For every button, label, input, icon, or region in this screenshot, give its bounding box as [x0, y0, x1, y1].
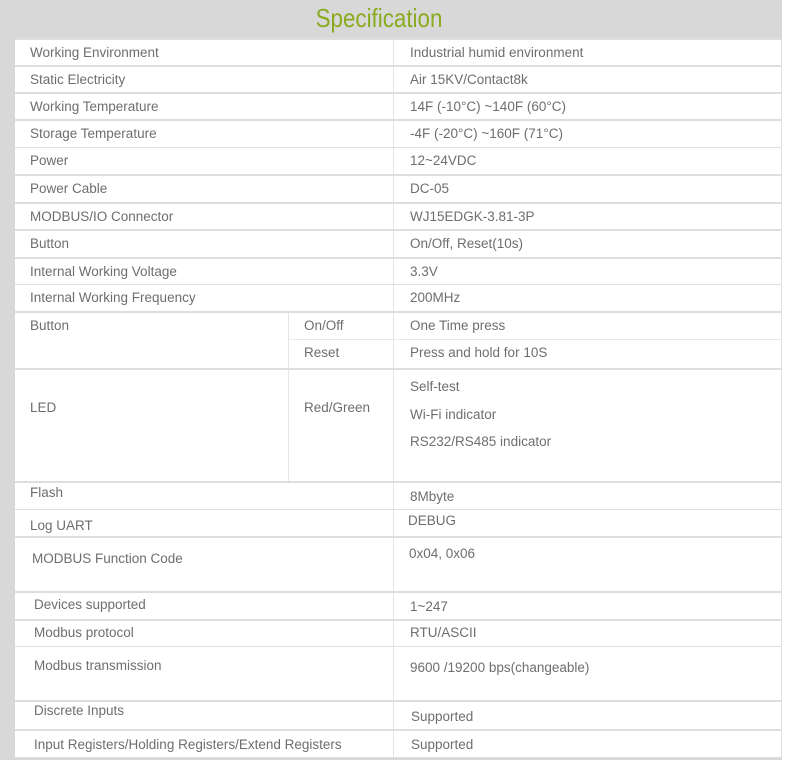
spec-row-working-environment — [15, 38, 782, 65]
spec-row-internal-working-frequency — [15, 284, 782, 311]
spec-value: Supported — [393, 702, 782, 729]
spec-row-button — [15, 229, 782, 257]
spec-label: MODBUS/IO Connector — [30, 209, 174, 224]
spec-value: 200MHz — [393, 285, 782, 311]
table-border — [781, 40, 782, 65]
page-margin — [782, 0, 788, 768]
spec-value: -4F (-20°C) ~160F (71°C) — [393, 121, 782, 147]
spec-value-list — [393, 370, 782, 481]
spec-row-power — [15, 147, 782, 174]
spec-row-modbus-transmission — [15, 646, 782, 700]
spec-label: Working Temperature — [30, 99, 159, 114]
spec-label: Working Environment — [30, 45, 159, 60]
spec-row-static-electricity — [15, 65, 782, 92]
table-border — [781, 483, 782, 509]
spec-group-button — [15, 311, 782, 368]
spec-value: 12~24VDC — [393, 148, 782, 174]
table-border — [781, 176, 782, 202]
spec-label: Modbus protocol — [34, 625, 134, 640]
table-border — [781, 538, 782, 591]
table-border — [781, 231, 782, 257]
spec-sublabel: Reset — [288, 340, 393, 368]
spec-row-flash — [15, 481, 782, 509]
spec-label: Devices supported — [34, 597, 146, 612]
spec-row-storage-temperature — [15, 119, 782, 147]
spec-row-power-cable — [15, 174, 782, 202]
spec-label: Button — [30, 318, 70, 333]
led-indicator-item: Wi-Fi indicator — [410, 406, 497, 422]
spec-row-log-uart — [15, 509, 782, 536]
spec-row-devices-supported — [15, 591, 782, 619]
spec-label: Button — [30, 236, 70, 251]
page-title: Specification — [315, 3, 443, 33]
table-border — [781, 121, 782, 147]
spec-value: On/Off, Reset(10s) — [393, 231, 782, 257]
spec-label: Power Cable — [30, 181, 108, 196]
spec-value: DC-05 — [393, 176, 782, 202]
spec-value: Supported — [393, 731, 782, 757]
spec-row-internal-working-voltage — [15, 257, 782, 284]
spec-row-modbus-protocol — [15, 619, 782, 646]
table-border — [781, 148, 782, 174]
spec-label: Flash — [30, 485, 64, 500]
spec-value: 14F (-10°C) ~140F (60°C) — [393, 94, 782, 119]
spec-sublabel: Red/Green — [288, 370, 393, 481]
spec-value: WJ15EDGK-3.81-3P — [393, 204, 782, 229]
table-border — [781, 285, 782, 311]
table-border — [781, 593, 782, 619]
spec-value: 0x04, 0x06 — [393, 538, 782, 591]
spec-value: 1~247 — [393, 593, 782, 619]
spec-value: Air 15KV/Contact8k — [393, 67, 782, 92]
spec-label: Internal Working Frequency — [30, 290, 196, 305]
spec-row-registers — [15, 729, 782, 758]
table-border — [781, 647, 782, 700]
spec-label: Storage Temperature — [30, 126, 157, 141]
spec-value: 3.3V — [393, 259, 782, 284]
spec-value: One Time press — [393, 313, 782, 340]
table-border — [781, 731, 782, 757]
led-indicator-item: Self-test — [410, 379, 460, 394]
table-border — [781, 510, 782, 536]
spec-value: Industrial humid environment — [393, 40, 782, 65]
spec-label: Log UART — [30, 518, 93, 533]
spec-group-led — [15, 368, 782, 481]
spec-label: Modbus transmission — [34, 658, 162, 673]
spec-sublabel: On/Off — [288, 313, 393, 340]
spec-label: Input Registers/Holding Registers/Extend Registers — [34, 737, 342, 752]
spec-label: MODBUS Function Code — [32, 551, 183, 566]
spec-row-discrete-inputs — [15, 700, 782, 729]
table-border — [781, 67, 782, 92]
table-border — [781, 313, 782, 368]
spec-row-modbus-io-connector — [15, 202, 782, 229]
spec-label: Discrete Inputs — [34, 703, 125, 718]
spec-label: LED — [30, 400, 57, 415]
spec-row-modbus-function-code — [15, 536, 782, 591]
table-border — [781, 370, 782, 481]
spec-label: Static Electricity — [30, 72, 126, 87]
spec-value: DEBUG — [393, 510, 782, 536]
table-border — [781, 204, 782, 229]
table-border — [781, 621, 782, 646]
table-border — [781, 259, 782, 284]
spec-subrow-reset — [288, 339, 782, 368]
spec-value: 9600 /19200 bps(changeable) — [393, 647, 782, 700]
spec-value: Press and hold for 10S — [393, 340, 782, 368]
table-border — [781, 94, 782, 119]
spec-row-working-temperature — [15, 92, 782, 119]
spec-label: Internal Working Voltage — [30, 264, 177, 279]
led-indicator-item: RS232/RS485 indicator — [410, 434, 552, 449]
spec-value: 8Mbyte — [393, 483, 782, 509]
spec-label: Power — [30, 153, 69, 168]
spec-value: RTU/ASCII — [393, 621, 782, 646]
table-border — [781, 702, 782, 729]
